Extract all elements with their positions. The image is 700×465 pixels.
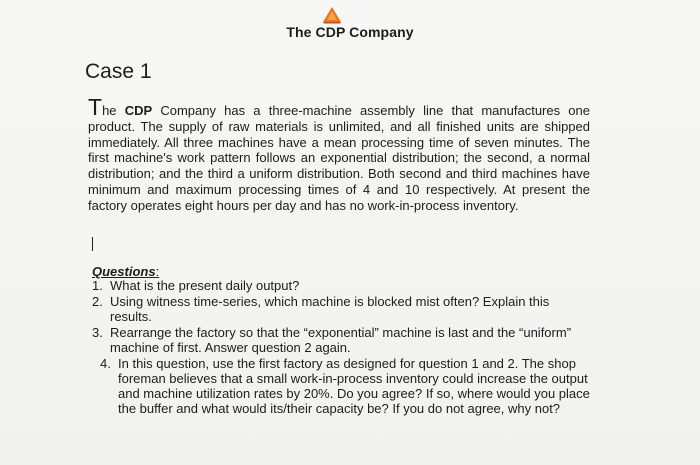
question-item xyxy=(92,326,592,356)
question-text: Using witness time-series, which machine is blocked mist often? Explain this results. xyxy=(110,294,550,325)
question-text: In this question, use the first factory as designed for question 1 and 2. The shop foreman believes that a small work-in-process inventory could increase the output and machine utilization rates by 20%. Do you agree? If so, where would you place the buffer and what would its/their capacity be? If you do not agree, why not? xyxy=(118,356,590,416)
question-item xyxy=(92,295,592,325)
questions-heading-label: Questions xyxy=(92,264,156,279)
questions-heading-colon: : xyxy=(155,264,160,279)
intro-body: Company has a three-machine assembly line that manufactures one product. The supply of raw materials is unlimited, and all finished units are shipped immediately. All three machines have a mean processing time of seven minutes. The first machine's work pattern follows an exponential distribution; the second, a normal distribution; and the third a uniform distribution. Both second and third machines have minimum and maximum processing times of 4 and 10 respectively. At present the factory operates eight hours per day and has no work-in-process inventory. xyxy=(88,103,590,213)
intro-opening: he xyxy=(102,103,125,118)
question-text: Rearrange the factory so that the “exponential” machine is last and the “uniform” machine of first. Answer question 2 again. xyxy=(110,325,572,356)
text-cursor xyxy=(92,237,93,251)
question-number: 2. xyxy=(92,294,103,310)
question-number: 1. xyxy=(92,278,103,293)
case-title: Case 1 xyxy=(85,60,152,83)
case-description xyxy=(88,94,590,214)
company-name: CDP xyxy=(124,103,153,118)
question-item xyxy=(92,279,592,294)
question-number: 3. xyxy=(92,325,103,341)
orange-triangle-logo-icon xyxy=(322,6,342,24)
questions-heading xyxy=(92,264,159,279)
question-text: What is the present daily output? xyxy=(110,278,300,293)
question-item xyxy=(92,357,592,416)
page-header-title: The CDP Company xyxy=(286,24,414,40)
drop-cap: T xyxy=(88,94,103,120)
questions-list xyxy=(92,279,592,418)
question-number: 4. xyxy=(100,356,111,372)
